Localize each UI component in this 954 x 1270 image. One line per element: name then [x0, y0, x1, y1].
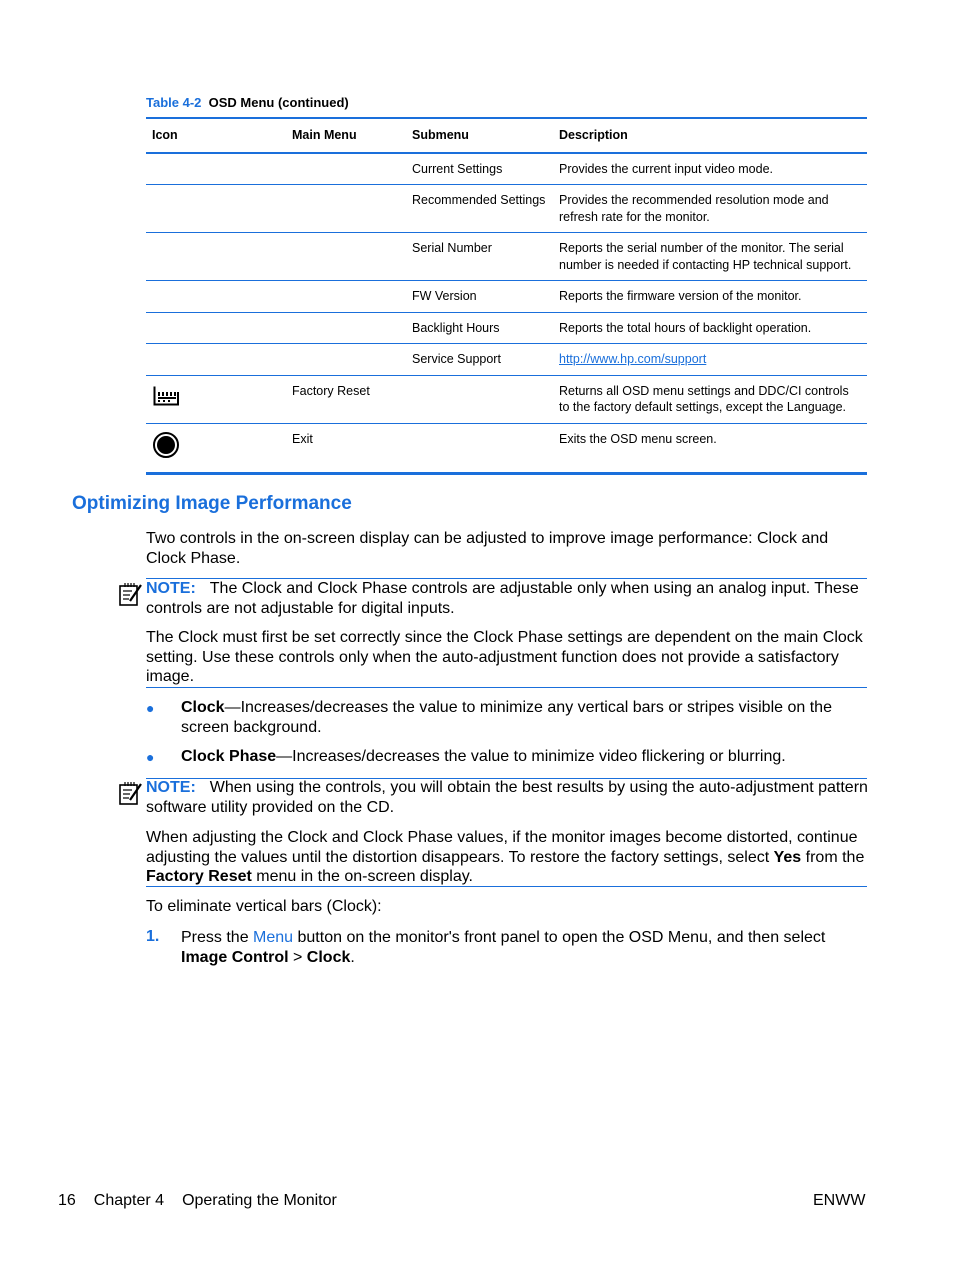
factory-reset-menu: Factory Reset — [146, 868, 252, 885]
cell-icon — [146, 344, 286, 376]
intro-paragraph: Two controls in the on-screen display can be adjusted to improve image performance: Clock and Clock Phase. — [146, 530, 829, 567]
cell-main-menu — [286, 312, 406, 344]
footer-right: ENWW — [813, 1192, 866, 1209]
note-divider-bottom — [146, 886, 867, 887]
cell-submenu — [406, 423, 553, 473]
header-main-menu: Main Menu — [292, 128, 357, 142]
cell-main-menu — [286, 344, 406, 376]
hp-support-link[interactable]: http://www.hp.com/support — [559, 352, 707, 366]
cell-main-menu — [286, 281, 406, 313]
bullet-clock-phase-text: —Increases/decreases the value to minimize video flickering or blurring. — [276, 748, 786, 765]
cell-icon — [146, 185, 286, 233]
chapter-label: Chapter 4 — [93, 1192, 165, 1209]
osd-menu-table — [146, 117, 867, 475]
cell-main-menu — [286, 233, 406, 281]
cell-description: Provides the current input video mode. — [559, 161, 774, 176]
restore-text-a: When adjusting the Clock and Clock Phase values, if the monitor images become distorted, continue adjusting the values until the distortion disappears. To restore the factory settings, select — [146, 829, 858, 866]
bullet-clock-phase-term: Clock Phase — [181, 748, 277, 765]
note-divider-bottom — [146, 687, 867, 688]
restore-text-c: menu in the on-screen display. — [251, 868, 473, 885]
note-icon — [118, 581, 144, 607]
yes-option: Yes — [773, 848, 802, 866]
table-row — [146, 423, 867, 473]
note-2-text: When using the controls, you will obtain the best results by using the auto-adjustment pattern software utility provided on the CD. — [146, 779, 868, 816]
section-heading: Optimizing Image Performance — [72, 493, 352, 514]
table-row — [146, 185, 867, 233]
cell-description: Reports the total hours of backlight operation. — [559, 320, 812, 335]
bullet-clock-term: Clock — [181, 699, 225, 716]
table-caption — [146, 95, 349, 110]
bullet-dot: ● — [146, 700, 155, 716]
step-1 — [181, 928, 851, 967]
menu-button-ref: Menu — [253, 929, 294, 946]
step-number: 1. — [146, 928, 160, 945]
table-row — [146, 312, 867, 344]
table-row — [146, 153, 867, 185]
cell-icon — [146, 281, 286, 313]
cell-description: Provides the recommended resolution mode and refresh rate for the monitor. — [559, 193, 829, 224]
header-description: Description — [559, 128, 628, 142]
restore-paragraph — [146, 828, 868, 887]
note-icon — [118, 780, 144, 806]
eliminate-paragraph: To eliminate vertical bars (Clock): — [146, 898, 382, 915]
step-end: . — [350, 948, 355, 966]
image-control-ref: Image Control — [181, 948, 289, 966]
table-row — [146, 281, 867, 313]
header-icon: Icon — [152, 128, 178, 142]
bullet-dot: ● — [146, 749, 155, 765]
cell-icon — [146, 233, 286, 281]
cell-description: Reports the firmware version of the monitor. — [559, 289, 802, 303]
cell-icon — [146, 423, 286, 473]
cell-icon — [146, 153, 286, 185]
cell-submenu: Serial Number — [412, 241, 492, 255]
clock-paragraph: The Clock must first be set correctly since the Clock Phase settings are dependent on the main Clock setting. Use these controls only when the auto-adjustment function does not provide a satisfactory image. — [146, 629, 863, 685]
header-submenu: Submenu — [412, 128, 469, 142]
factory-icon — [152, 385, 180, 407]
cell-icon — [146, 312, 286, 344]
bullet-clock — [181, 698, 841, 737]
cell-main-menu — [286, 185, 406, 233]
cell-submenu: Current Settings — [412, 161, 503, 176]
table-caption-label: Table 4-2 — [146, 95, 202, 110]
step-text-b: button on the monitor's front panel to open the OSD Menu, and then select — [293, 929, 826, 946]
bullet-clock-phase — [181, 747, 841, 767]
note-2 — [146, 778, 868, 817]
step-sep: > — [288, 948, 307, 966]
note-1 — [146, 579, 868, 618]
cell-description: Reports the serial number of the monitor. The serial number is needed if contacting HP technical support. — [559, 241, 852, 272]
cell-description: Returns all OSD menu settings and DDC/CI controls to the factory default settings, except the Language. — [559, 383, 849, 414]
cell-main-menu — [286, 153, 406, 185]
step-text-a: Press the — [181, 929, 254, 946]
cell-description — [553, 344, 867, 376]
restore-text-b: from the — [801, 848, 865, 866]
table-row — [146, 344, 867, 376]
table-caption-title: OSD Menu (continued) — [208, 95, 349, 110]
cell-submenu: Service Support — [412, 352, 501, 366]
note-label: NOTE: — [146, 779, 196, 796]
chapter-title: Operating the Monitor — [182, 1192, 337, 1209]
clock-ref: Clock — [306, 948, 351, 966]
cell-submenu: Recommended Settings — [412, 193, 546, 207]
cell-icon — [146, 375, 286, 423]
table-row — [146, 233, 867, 281]
bullet-clock-text: —Increases/decreases the value to minimize any vertical bars or stripes visible on the screen background. — [181, 699, 832, 736]
footer-left — [58, 1192, 355, 1210]
note-1-text: The Clock and Clock Phase controls are adjustable only when using an analog input. These controls are not adjustable for digital inputs. — [146, 580, 859, 617]
cell-submenu — [406, 375, 553, 423]
note-label: NOTE: — [146, 580, 196, 597]
table-header-row — [146, 118, 867, 153]
page-number: 16 — [58, 1192, 76, 1209]
exit-icon — [152, 431, 180, 459]
table-row — [146, 375, 867, 423]
cell-submenu: FW Version — [412, 289, 477, 303]
cell-main-menu: Factory Reset — [292, 383, 370, 398]
cell-submenu: Backlight Hours — [412, 320, 500, 335]
cell-description: Exits the OSD menu screen. — [559, 431, 717, 446]
cell-main-menu: Exit — [292, 431, 313, 446]
